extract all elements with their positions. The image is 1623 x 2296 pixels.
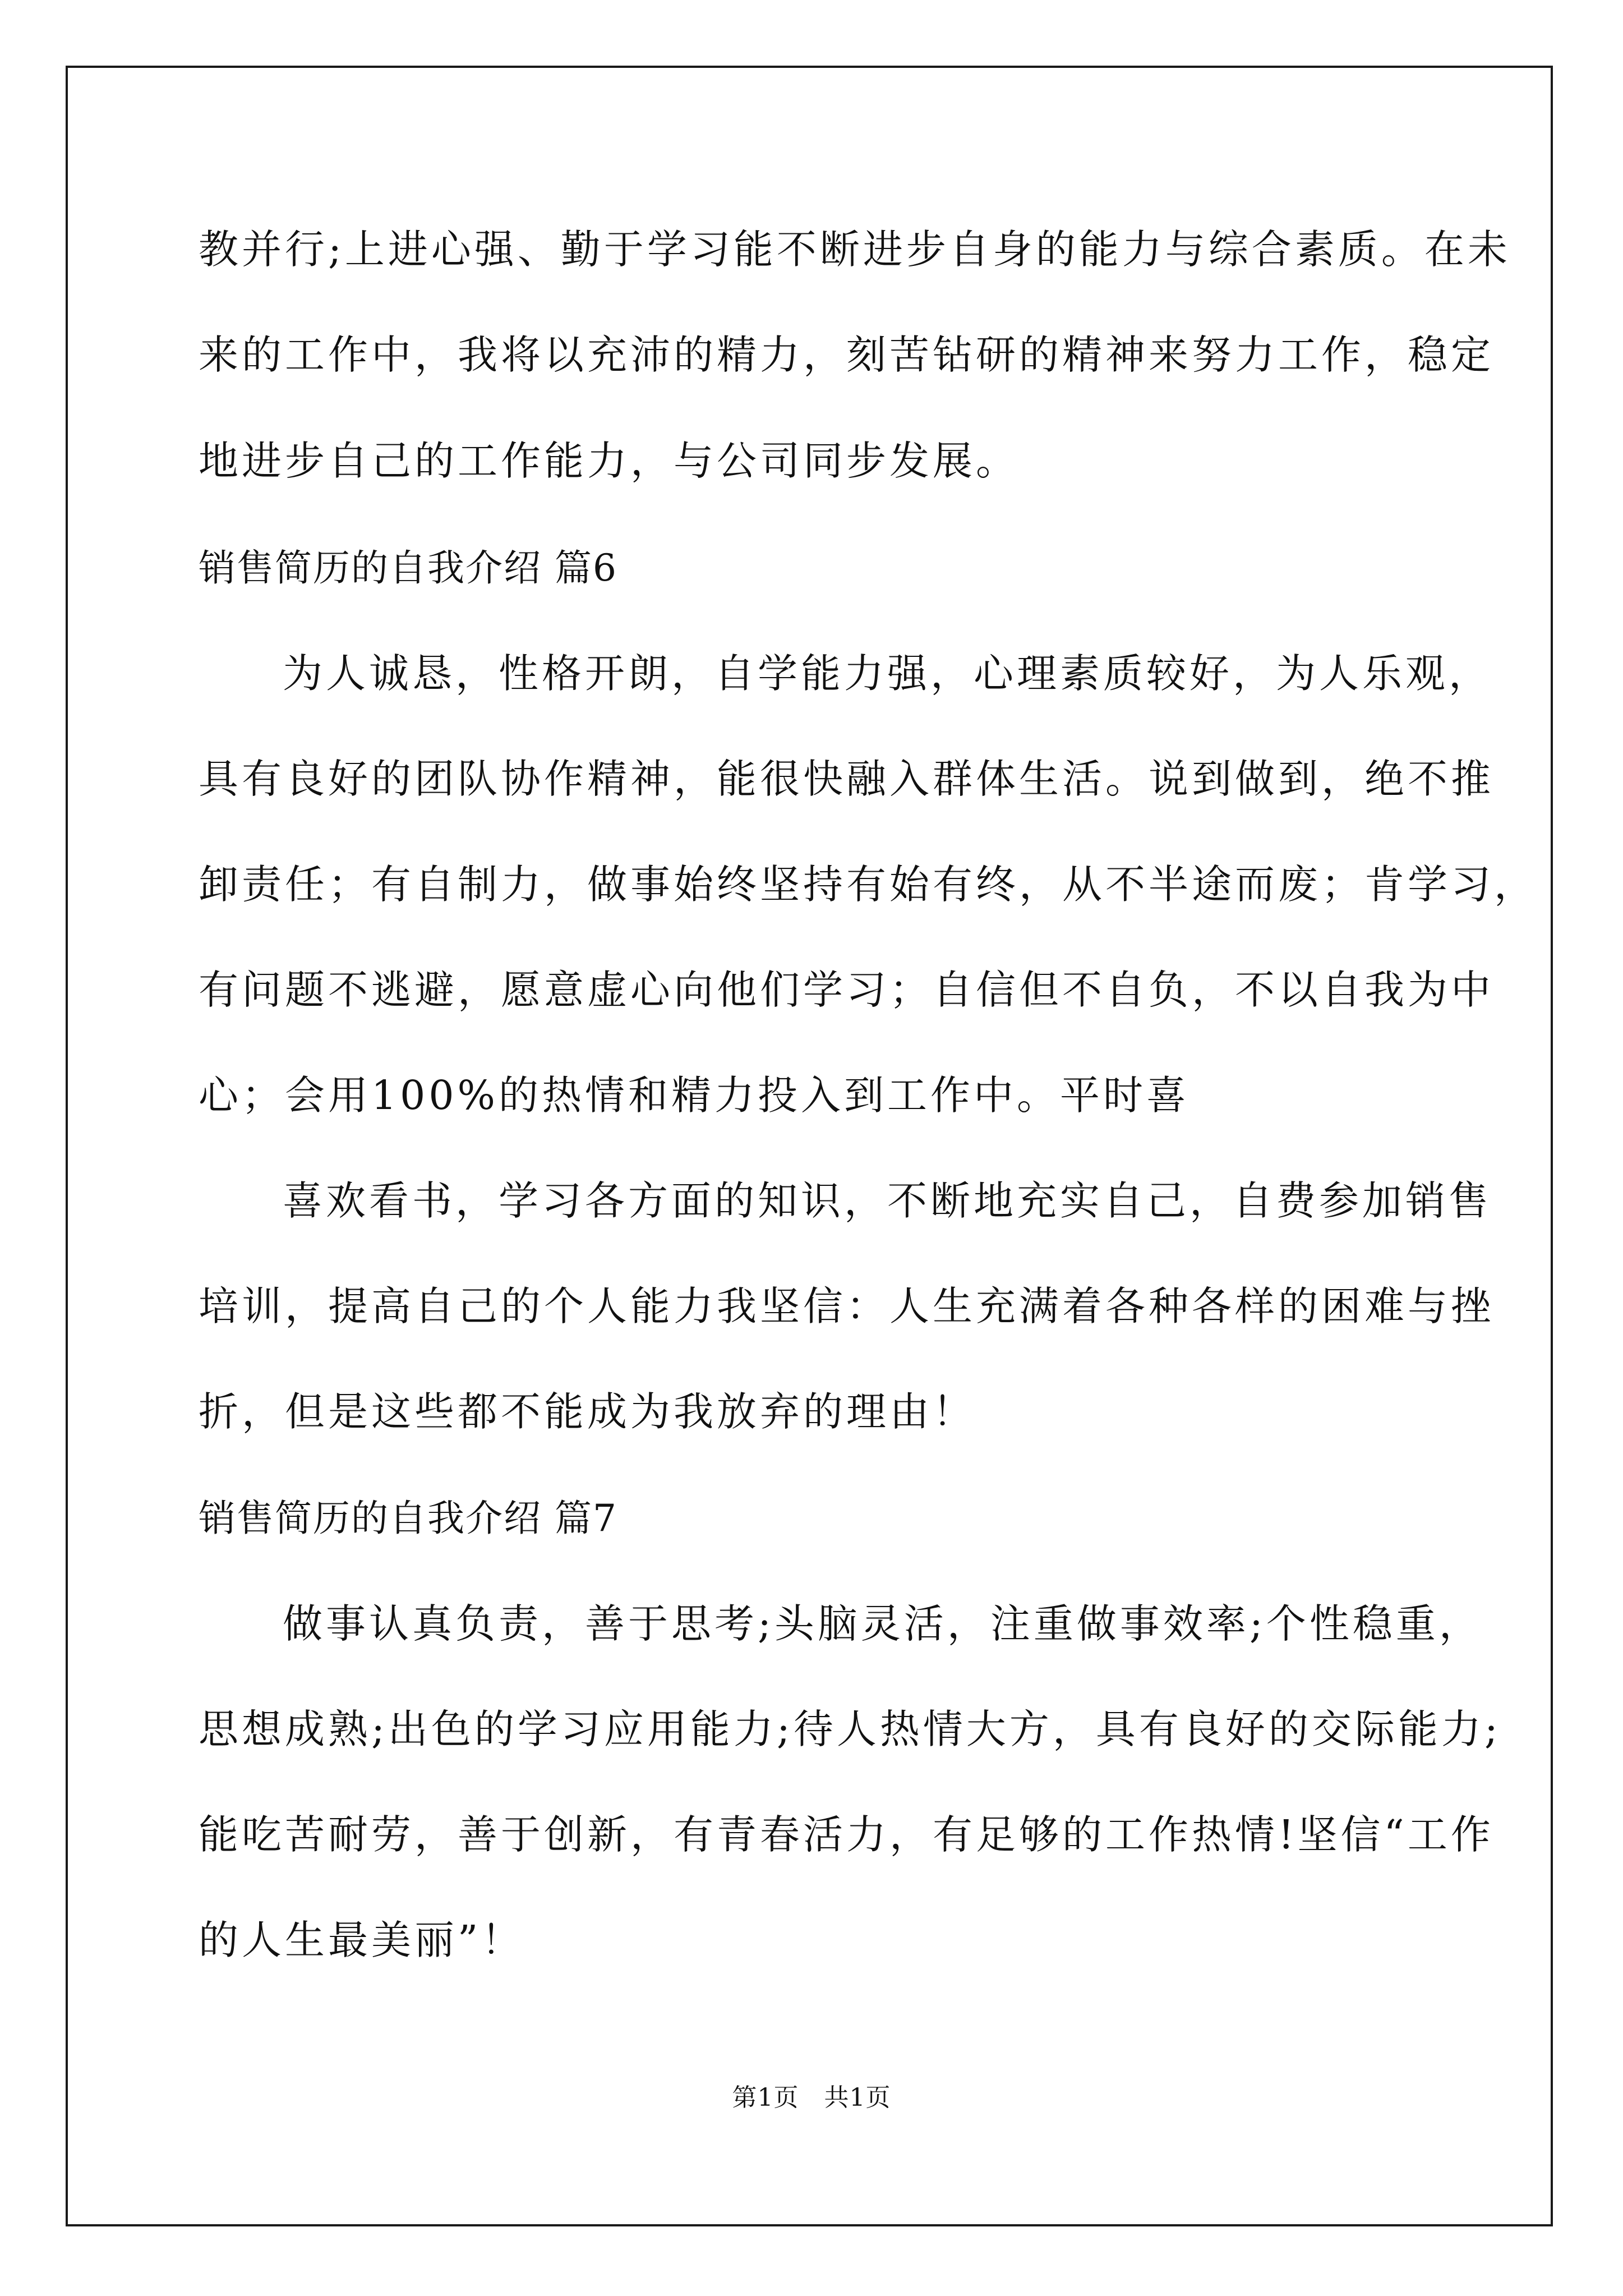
text-line: 喜欢看书，学习各方面的知识，不断地充实自己，自费参加销售 [283,1177,1492,1224]
section-heading-7: 销售简历的自我介绍 篇7 [199,1497,617,1540]
text-line: 有问题不逃避，愿意虚心向他们学习；自信但不自负，不以自我为中 [199,967,1495,1013]
text-line: 能吃苦耐劳，善于创新，有青春活力，有足够的工作热情!坚信“工作 [199,1811,1494,1858]
page-border [66,66,1553,2226]
text-line: 具有良好的团队协作精神，能很快融入群体生活。说到做到，绝不推 [199,756,1495,802]
text-line: 地进步自己的工作能力，与公司同步发展。 [199,438,1020,484]
section-heading-6: 销售简历的自我介绍 篇6 [199,546,617,590]
text-line: 的人生最美丽”！ [199,1917,525,1963]
text-line: 来的工作中，我将以充沛的精力，刻苦钻研的精神来努力工作，稳定 [199,332,1495,378]
text-line: 做事认真负责，善于思考;头脑灵活，注重做事效率;个性稳重， [283,1600,1482,1647]
text-line: 培训，提高自己的个人能力我坚信：人生充满着各种各样的困难与挫 [199,1283,1495,1329]
text-line: 思想成熟;出色的学习应用能力;待人热情大方，具有良好的交际能力; [199,1706,1501,1752]
text-line: 卸责任；有自制力，做事始终坚持有始有终，从不半途而废；肯学习， [199,861,1538,908]
text-line: 教并行;上进心强、勤于学习能不断进步自身的能力与综合素质。在未 [199,226,1511,273]
text-line: 心；会用100%的热情和精力投入到工作中。平时喜 [199,1072,1189,1119]
text-line: 为人诚恳，性格开朗，自学能力强，心理素质较好，为人乐观， [283,650,1492,697]
text-line: 折，但是这些都不能成为我放弃的理由！ [199,1388,976,1435]
page-number: 第1页 共1页 [732,2083,891,2112]
